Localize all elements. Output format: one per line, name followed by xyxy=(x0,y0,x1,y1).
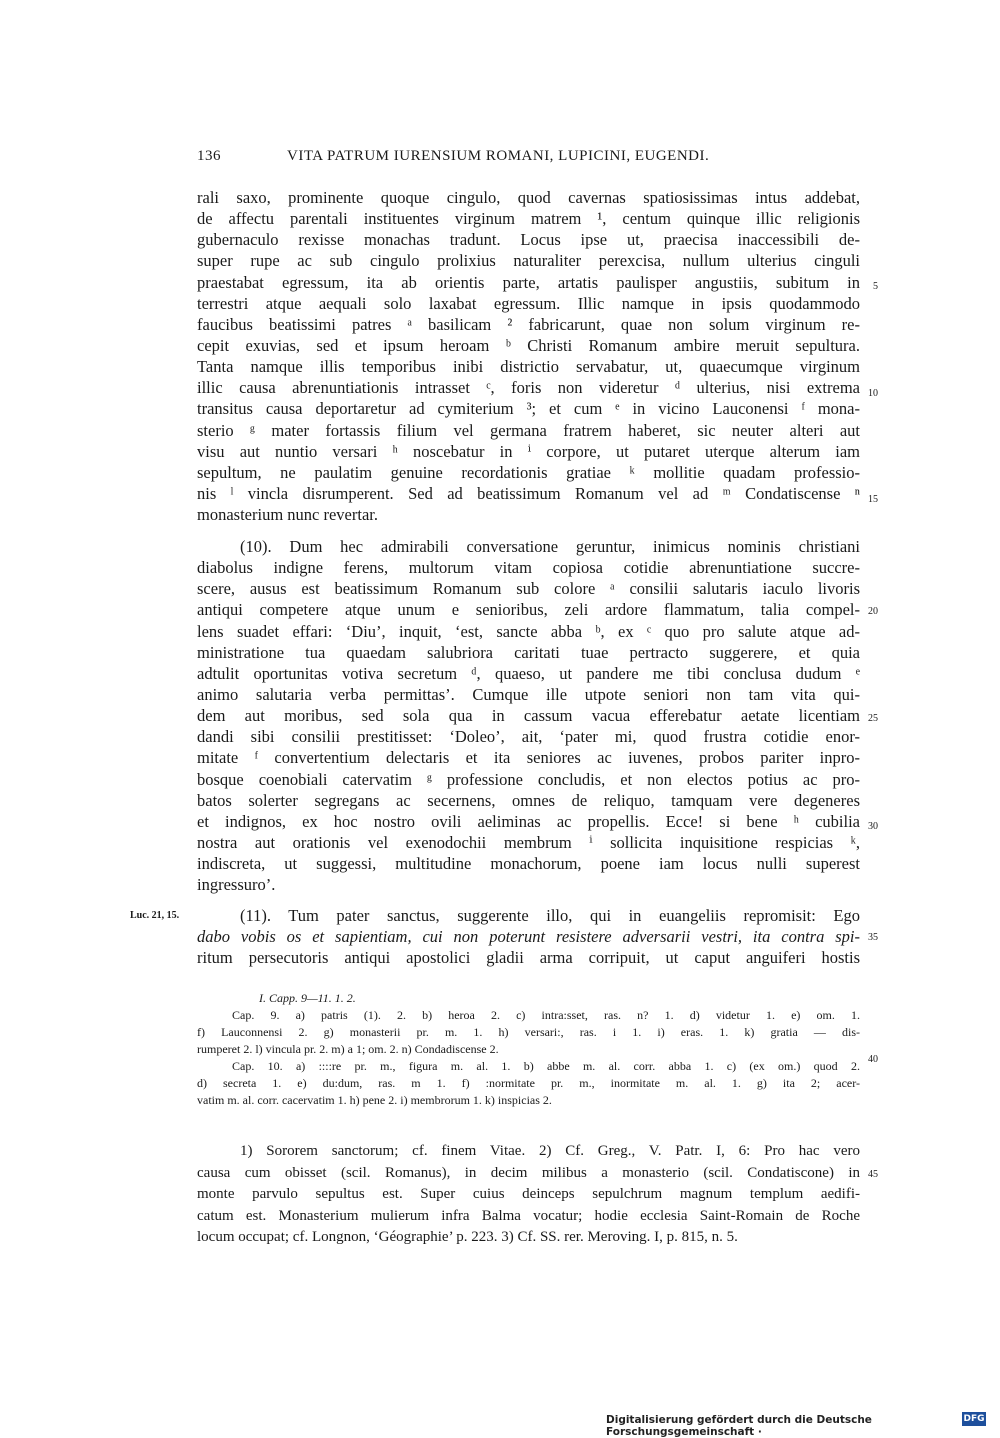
footnote-line: locum occupat; cf. Longnon, ‘Géographie’ p. 223. 3) Cf. SS. rer. Meroving. I, p. 815, n. 5. xyxy=(197,1229,738,1245)
apparatus-line: rumperet 2. l) vincula pr. 2. m) a 1; om. 2. n) Condadiscense 2. xyxy=(197,1042,499,1056)
text-line: (11). Tum pater sanctus, suggerente illo, qui in euangeliis repromisit: Ego xyxy=(240,906,860,925)
apparatus-line: Cap. 9. a) patris (1). 2. b) heroa 2. c) intra:sset, ras. n? 1. d) videtur 1. e) om. 1. xyxy=(232,1008,860,1022)
text-line: de affectu parentali instituentes virginum matrem ¹, centum quinque illic religionis xyxy=(197,209,860,229)
text-line: et indignos, ex hoc nostro ovili aeliminas ac propellis. Ecce! si bene ʰ cubilia xyxy=(197,811,860,831)
scripture-reference: Luc. 21, 15. xyxy=(130,910,180,921)
apparatus-line: d) secreta 1. e) du:dum, ras. m 1. f) :normitate pr. m., inormitate m. al. 1. g) ita 2; acer- xyxy=(197,1076,860,1090)
text-line: (10). Dum hec admirabili conversatione geruntur, inimicus nominis christiani xyxy=(240,537,860,556)
text-line: ministratione tua quaedam salubriora caritati tuae pertracto suggerere, et quia xyxy=(197,642,860,662)
text-line: terrestri atque aequali solo laxabat egressum. Illic namque in ipsis quodammodo xyxy=(197,293,860,313)
line-number: 35 xyxy=(868,932,878,943)
text-line: transitus causa deportaretur ad cymiterium ³; et cum ᵉ in vicino Lauconensi ᶠ mona- xyxy=(197,399,860,419)
running-title: VITA PATRUM IURENSIUM ROMANI, LUPICINI, EUGENDI. xyxy=(287,148,710,164)
text-line: illic causa abrenuntiationis intrasset ᶜ, foris non videretur ᵈ ulterius, nisi extrema xyxy=(197,378,860,398)
running-header xyxy=(197,148,860,170)
line-number: 20 xyxy=(868,606,878,617)
text-line: antiqui competere atque unum e senioribus, zeli ardore flammatum, talia compel- xyxy=(197,600,860,620)
main-text-block-1 xyxy=(197,187,860,525)
text-line: lens suadet effari: ‘Diu’, inquit, ‘est, sancte abba ᵇ, ex ᶜ quo pro salute atque ad- xyxy=(197,621,860,641)
apparatus-line: vatim m. al. corr. cacervatim 1. h) pene 2. i) membrorum 1. k) inspicias 2. xyxy=(197,1093,552,1107)
page-number: 136 xyxy=(197,148,221,164)
text-line: Tanta namque illis temporibus inibi districtio servabatur, ut, quaecumque virginum xyxy=(197,357,860,377)
text-line: dem aut moribus, sed sola qua in cassum vacua efferebatur aetate licentiam xyxy=(197,706,860,726)
line-number: 45 xyxy=(868,1169,878,1180)
apparatus-line: I. Capp. 9—11. 1. 2. xyxy=(259,991,356,1005)
text-line: bosque coenobiali catervatim ᵍ professione concludis, et non electos potius ac pro- xyxy=(197,769,860,789)
footnote-line: 1) Sororem sanctorum; cf. finem Vitae. 2) Cf. Greg., V. Patr. I, 6: Pro hac vero xyxy=(240,1143,860,1159)
line-number: 30 xyxy=(868,821,878,832)
text-line: dabo vobis os et sapientiam, cui non poterunt resistere adversarii vestri, ita contra spi- xyxy=(197,927,860,947)
text-line: gubernaculo rexisse monachas tradunt. Locus ipse ut, praecisa inaccessibili de- xyxy=(197,230,860,250)
footnotes xyxy=(197,1141,860,1249)
text-line: praestabat egressum, ita ab orientis parte, artatis paulisper angustiis, subitum in xyxy=(197,272,860,292)
dfg-logo: DFG xyxy=(963,1414,985,1424)
line-number: 25 xyxy=(868,713,878,724)
footnote-line: causa cum obisset (scil. Romanus), in decim milibus a monasterio (scil. Condatiscone) in xyxy=(197,1164,860,1181)
text-line: faucibus beatissimi patres ᵃ basilicam ² fabricarunt, quae non solum virginum re- xyxy=(197,314,860,334)
line-number: 40 xyxy=(868,1054,878,1065)
line-number: 5 xyxy=(873,281,878,292)
text-line: rali saxo, prominente quoque cingulo, quod cavernas spatiosissimas intus addebat, xyxy=(197,188,860,207)
text-line: scere, ausus est beatissimum Romanum sub colore ᵃ consilii salutaris iaculo livoris xyxy=(197,579,860,599)
text-line: ritum persecutoris antiqui apostolici gladii arma corripuit, ut caput anguiferi hostis xyxy=(197,948,860,968)
text-line: mitate ᶠ convertentium delectaris et ita seniores ac iuvenes, probos pariter inpro- xyxy=(197,748,860,768)
footnote-line: catum est. Monasterium mulierum infra Balma vocatur; hodie ecclesia Saint-Romain de Roche xyxy=(197,1207,860,1224)
critical-apparatus xyxy=(197,990,860,1109)
text-line: adtulit oportunitas votiva secretum ᵈ, quaeso, ut pandere me tibi conclusa dudum ᵉ xyxy=(197,663,860,683)
text-line: diabolus indigne ferens, multorum vitam copiosa cotidie abrenuntiatione succre- xyxy=(197,558,860,578)
main-text-block-2 xyxy=(197,536,860,895)
text-line: sepultum, ne paulatim genuine recordationis gratiae ᵏ mollitie quadam professio- xyxy=(197,462,860,482)
text-line: dandi sibi consilii prestitisset: ‘Doleo’, ait, ‘pater mi, quod frustra cotidie enor- xyxy=(197,727,860,747)
text-line: ingressuro’. xyxy=(197,875,276,895)
line-number: 15 xyxy=(868,494,878,505)
text-line: monasterium nunc revertar. xyxy=(197,505,378,525)
apparatus-line: f) Lauconnensi 2. g) monasterii pr. m. 1. h) versari:, ras. i 1. i) eras. 1. k) gratia — dis- xyxy=(197,1025,860,1039)
line-number: 10 xyxy=(868,388,878,399)
text-line: batos solerter segregans ac secernens, omnes de reliquo, tamquam vere degeneres xyxy=(197,790,860,810)
text-line: nis ˡ vincla disrumperent. Sed ad beatissimum Romanum vel ad ᵐ Condatiscense ⁿ xyxy=(197,483,860,503)
text-line: nostra aut orationis vel exenodochii membrum ⁱ sollicita inquisitione respicias ᵏ, xyxy=(197,832,860,852)
text-line: cepit exuvias, sed et ipsum heroam ᵇ Christi Romanum ambire meruit sepultura. xyxy=(197,335,860,355)
text-line: super rupe ac sub cingulo prolixius naturaliter perexcisa, nullum ulterius cinguli xyxy=(197,251,860,271)
text-line: indiscreta, ut suggessi, multitudine monachorum, poene iam locus nulli superest xyxy=(197,854,860,874)
text-line: animo salutaria verba permittas’. Cumque ille utpote seniori non tam vita qui- xyxy=(197,684,860,704)
main-text-block-3 xyxy=(197,905,860,968)
text-line: visu aut nuntio versari ʰ noscebatur in ⁱ corpore, ut putaret uterque alterum iam xyxy=(197,441,860,461)
text-line: sterio ᵍ mater fortassis filium vel germana fratrem haberet, sic neuter alteri aut xyxy=(197,420,860,440)
apparatus-line: Cap. 10. a) ::::re pr. m., figura m. al. 1. b) abbe m. al. corr. abba 1. c) (ex om.) quod 2. xyxy=(232,1059,860,1073)
funding-notice: Digitalisierung gefördert durch die Deutsche Forschungsgemeinschaft · xyxy=(606,1414,872,1438)
footnote-line: monte parvulo sepultus est. Super cuius deinceps sepulchrum magnum templum aedifi- xyxy=(197,1186,860,1202)
